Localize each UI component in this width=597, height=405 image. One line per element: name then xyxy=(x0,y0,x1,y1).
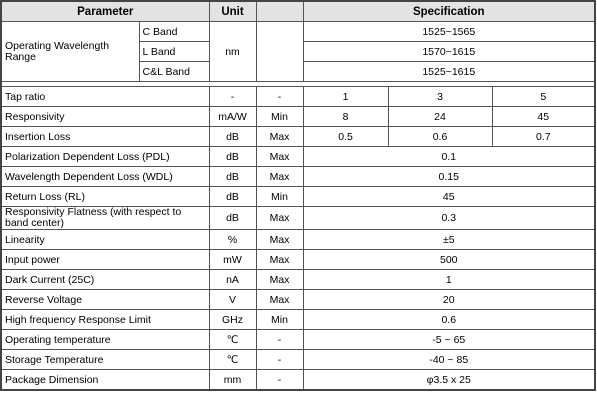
insertion-loss-limit: Max xyxy=(256,127,303,147)
table-row xyxy=(1,290,595,310)
row-limit: Min xyxy=(256,187,303,207)
row-limit: Min xyxy=(256,310,303,330)
tap-ratio-unit: - xyxy=(209,87,256,107)
tap-ratio-value: 5 xyxy=(492,87,595,107)
table-row xyxy=(1,310,595,330)
row-unit: mm xyxy=(209,370,256,391)
band-name: C Band xyxy=(139,22,209,42)
table-row xyxy=(1,22,595,42)
table-row xyxy=(1,107,595,127)
row-label: Operating temperature xyxy=(1,330,209,350)
row-limit: Max xyxy=(256,270,303,290)
insertion-loss-unit: dB xyxy=(209,127,256,147)
insertion-loss-label: Insertion Loss xyxy=(1,127,209,147)
header-unit: Unit xyxy=(209,1,256,22)
table-row xyxy=(1,350,595,370)
table-row xyxy=(1,127,595,147)
row-value: 1 xyxy=(303,270,595,290)
responsivity-value: 24 xyxy=(388,107,492,127)
insertion-loss-value: 0.5 xyxy=(303,127,388,147)
row-label: Input power xyxy=(1,250,209,270)
insertion-loss-value: 0.6 xyxy=(388,127,492,147)
row-value: 0.6 xyxy=(303,310,595,330)
tap-ratio-value: 1 xyxy=(303,87,388,107)
row-unit: ℃ xyxy=(209,350,256,370)
row-unit: GHz xyxy=(209,310,256,330)
tap-ratio-value: 3 xyxy=(388,87,492,107)
insertion-loss-value: 0.7 xyxy=(492,127,595,147)
row-limit: Max xyxy=(256,230,303,250)
row-unit: ℃ xyxy=(209,330,256,350)
row-value: 500 xyxy=(303,250,595,270)
row-limit: Max xyxy=(256,290,303,310)
row-label: Linearity xyxy=(1,230,209,250)
row-label: Wavelength Dependent Loss (WDL) xyxy=(1,167,209,187)
responsivity-limit: Min xyxy=(256,107,303,127)
row-limit: Max xyxy=(256,250,303,270)
header-parameter: Parameter xyxy=(1,1,209,22)
wavelength-label: Operating Wavelength Range xyxy=(1,22,139,82)
table-row xyxy=(1,207,595,230)
row-label: Package Dimension xyxy=(1,370,209,391)
responsivity-label: Responsivity xyxy=(1,107,209,127)
row-label: High frequency Response Limit xyxy=(1,310,209,330)
band-value: 1570~1615 xyxy=(303,42,595,62)
row-value: 0.3 xyxy=(303,207,595,230)
row-unit: nA xyxy=(209,270,256,290)
responsivity-value: 8 xyxy=(303,107,388,127)
row-unit: dB xyxy=(209,187,256,207)
row-label: Polarization Dependent Loss (PDL) xyxy=(1,147,209,167)
row-unit: dB xyxy=(209,207,256,230)
table-row xyxy=(1,187,595,207)
row-limit: Max xyxy=(256,147,303,167)
row-value: -40 ~ 85 xyxy=(303,350,595,370)
header-limit xyxy=(256,1,303,22)
row-value: 45 xyxy=(303,187,595,207)
row-label: Responsivity Flatness (with respect to band center) xyxy=(1,207,209,230)
table-row xyxy=(1,330,595,350)
table-row xyxy=(1,370,595,391)
wavelength-unit: nm xyxy=(209,22,256,82)
row-value: ±5 xyxy=(303,230,595,250)
row-value: -5 ~ 65 xyxy=(303,330,595,350)
table-row xyxy=(1,87,595,107)
row-unit: % xyxy=(209,230,256,250)
row-limit: Max xyxy=(256,167,303,187)
responsivity-value: 45 xyxy=(492,107,595,127)
row-limit: - xyxy=(256,330,303,350)
row-limit: - xyxy=(256,370,303,391)
row-value: φ3.5 x 25 xyxy=(303,370,595,391)
row-unit: mW xyxy=(209,250,256,270)
band-name: L Band xyxy=(139,42,209,62)
tap-ratio-label: Tap ratio xyxy=(1,87,209,107)
header-row xyxy=(1,1,595,22)
table-row xyxy=(1,250,595,270)
row-unit: dB xyxy=(209,147,256,167)
table-row xyxy=(1,167,595,187)
row-label: Storage Temperature xyxy=(1,350,209,370)
row-unit: V xyxy=(209,290,256,310)
header-specification: Specification xyxy=(303,1,595,22)
row-limit: Max xyxy=(256,207,303,230)
tap-ratio-limit: - xyxy=(256,87,303,107)
row-limit: - xyxy=(256,350,303,370)
row-value: 0.1 xyxy=(303,147,595,167)
row-value: 20 xyxy=(303,290,595,310)
table-row xyxy=(1,270,595,290)
row-value: 0.15 xyxy=(303,167,595,187)
wavelength-limit xyxy=(256,22,303,82)
band-name: C&L Band xyxy=(139,62,209,82)
row-label: Return Loss (RL) xyxy=(1,187,209,207)
responsivity-unit: mA/W xyxy=(209,107,256,127)
row-label: Reverse Voltage xyxy=(1,290,209,310)
row-label: Dark Current (25C) xyxy=(1,270,209,290)
band-value: 1525~1615 xyxy=(303,62,595,82)
row-unit: dB xyxy=(209,167,256,187)
band-value: 1525~1565 xyxy=(303,22,595,42)
table-row xyxy=(1,147,595,167)
table-row xyxy=(1,230,595,250)
